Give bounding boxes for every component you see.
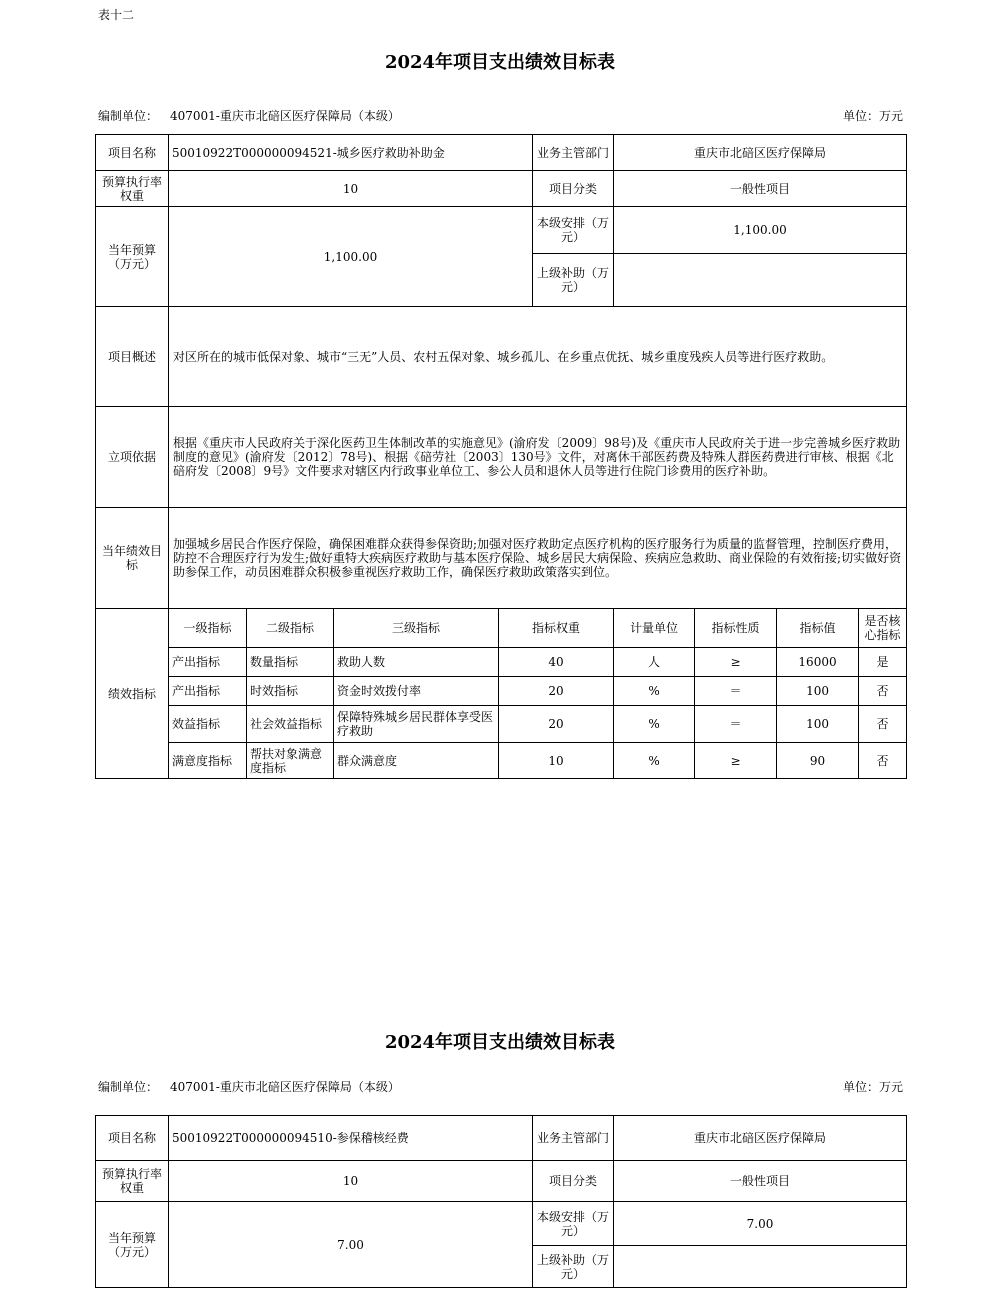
indicator-cell: % bbox=[614, 677, 695, 706]
row-budget-local bbox=[96, 1202, 907, 1246]
unit-value: 407001-重庆市北碚区医疗保障局（本级） bbox=[170, 109, 400, 123]
label-overview: 项目概述 bbox=[96, 307, 169, 407]
indicator-cell: 100 bbox=[777, 706, 859, 743]
row-basis bbox=[96, 407, 907, 508]
unit-label: 编制单位： bbox=[98, 109, 159, 123]
indicator-cell: 满意度指标 bbox=[169, 743, 247, 779]
label-category: 项目分类 bbox=[533, 1161, 614, 1202]
basis-text: 根据《重庆市人民政府关于深化医药卫生体制改革的实施意见》(渝府发〔2009〕98号)及《重庆市人民政府关于进一步完善城乡医疗救助制度的意见》(渝府发〔2012〕78号)、根据《碚劳社〔2003〕130号》文件，对离休干部医药费及特殊人群医药费进行审核、根据《北碚府发〔2008〕9号》文件要求对辖区内行政事业单位工、参公人员和退休人员等进行住院门诊费用的医疗补助。 bbox=[169, 407, 907, 508]
header-core: 是否核心指标 bbox=[859, 609, 907, 648]
indicator-cell: 16000 bbox=[777, 648, 859, 677]
header-unit: 计量单位 bbox=[614, 609, 695, 648]
dept-value: 重庆市北碚区医疗保障局 bbox=[614, 1116, 907, 1161]
indicator-cell: 10 bbox=[499, 743, 614, 779]
header-value: 指标值 bbox=[777, 609, 859, 648]
row-goal bbox=[96, 508, 907, 609]
header-weight: 指标权重 bbox=[499, 609, 614, 648]
indicator-cell: 效益指标 bbox=[169, 706, 247, 743]
row-weight bbox=[96, 1161, 907, 1202]
label-dept: 业务主管部门 bbox=[533, 1116, 614, 1161]
indicator-cell: 资金时效拨付率 bbox=[334, 677, 499, 706]
indicator-cell: ≥ bbox=[695, 648, 777, 677]
label-upper: 上级补助（万元） bbox=[533, 1246, 614, 1288]
indicator-cell: % bbox=[614, 743, 695, 779]
indicator-cell: ≥ bbox=[695, 743, 777, 779]
budget-value: 7.00 bbox=[169, 1202, 533, 1288]
indicator-cell: 时效指标 bbox=[247, 677, 334, 706]
currency-unit: 单位：万元 bbox=[842, 1080, 903, 1094]
local-value: 7.00 bbox=[614, 1202, 907, 1246]
indicator-cell: % bbox=[614, 706, 695, 743]
unit-value: 407001-重庆市北碚区医疗保障局（本级） bbox=[170, 1080, 400, 1094]
label-project-name: 项目名称 bbox=[96, 135, 169, 171]
indicator-cell: 20 bbox=[499, 677, 614, 706]
project-name-value: 50010922T000000094510-参保稽核经费 bbox=[169, 1116, 533, 1161]
header-level1: 一级指标 bbox=[169, 609, 247, 648]
indicator-cell: 人 bbox=[614, 648, 695, 677]
label-weight: 预算执行率权重 bbox=[96, 171, 169, 207]
table-row bbox=[96, 706, 907, 743]
header-nature: 指标性质 bbox=[695, 609, 777, 648]
indicator-cell: 20 bbox=[499, 706, 614, 743]
category-value: 一般性项目 bbox=[614, 1161, 907, 1202]
indicator-cell: 40 bbox=[499, 648, 614, 677]
indicator-cell: 数量指标 bbox=[247, 648, 334, 677]
label-upper: 上级补助（万元） bbox=[533, 254, 614, 307]
row-project-name bbox=[96, 1116, 907, 1161]
row-budget-local bbox=[96, 207, 907, 254]
indicator-cell: 救助人数 bbox=[334, 648, 499, 677]
weight-value: 10 bbox=[169, 1161, 533, 1202]
indicator-cell: 产出指标 bbox=[169, 677, 247, 706]
label-local: 本级安排（万元） bbox=[533, 1202, 614, 1246]
indicator-cell: 保障特殊城乡居民群体享受医疗救助 bbox=[334, 706, 499, 743]
label-category: 项目分类 bbox=[533, 171, 614, 207]
category-value: 一般性项目 bbox=[614, 171, 907, 207]
indicator-cell: 社会效益指标 bbox=[247, 706, 334, 743]
label-budget: 当年预算（万元） bbox=[96, 1202, 169, 1288]
performance-table bbox=[95, 134, 907, 779]
label-basis: 立项依据 bbox=[96, 407, 169, 508]
local-value: 1,100.00 bbox=[614, 207, 907, 254]
table-row bbox=[96, 743, 907, 779]
label-budget: 当年预算（万元） bbox=[96, 207, 169, 307]
indicator-header-row bbox=[96, 609, 907, 648]
row-project-name bbox=[96, 135, 907, 171]
overview-text: 对区所在的城市低保对象、城市“三无”人员、农村五保对象、城乡孤儿、在乡重点优抚、城乡重度残疾人员等进行医疗救助。 bbox=[169, 307, 907, 407]
table-row bbox=[96, 677, 907, 706]
indicator-cell: 100 bbox=[777, 677, 859, 706]
unit-label: 编制单位： bbox=[98, 1080, 159, 1094]
label-local: 本级安排（万元） bbox=[533, 207, 614, 254]
indicator-cell: 否 bbox=[859, 677, 907, 706]
page-title: 2024年项目支出绩效目标表 bbox=[384, 52, 616, 73]
weight-value: 10 bbox=[169, 171, 533, 207]
upper-value bbox=[614, 254, 907, 307]
label-indicators: 绩效指标 bbox=[96, 609, 169, 779]
page-title: 2024年项目支出绩效目标表 bbox=[384, 1032, 616, 1053]
table-row bbox=[96, 648, 907, 677]
indicator-cell: 是 bbox=[859, 648, 907, 677]
upper-value bbox=[614, 1246, 907, 1288]
label-goal: 当年绩效目标 bbox=[96, 508, 169, 609]
goal-text: 加强城乡居民合作医疗保险，确保困难群众获得参保资助;加强对医疗救助定点医疗机构的医疗服务行为质量的监督管理，控制医疗费用，防控不合理医疗行为发生;做好重特大疾病医疗救助与基本医疗保险、城乡居民大病保险、疾病应急救助、商业保险的有效衔接;切实做好资助参保工作，动员困难群众积极参重视医疗救助工作，确保医疗救助政策落实到位。 bbox=[169, 508, 907, 609]
indicator-cell: 产出指标 bbox=[169, 648, 247, 677]
dept-value: 重庆市北碚区医疗保障局 bbox=[614, 135, 907, 171]
indicator-cell: 群众满意度 bbox=[334, 743, 499, 779]
table-tag: 表十二 bbox=[98, 8, 135, 22]
header-level3: 三级指标 bbox=[334, 609, 499, 648]
row-overview bbox=[96, 307, 907, 407]
header-level2: 二级指标 bbox=[247, 609, 334, 648]
project-name-value: 50010922T000000094521-城乡医疗救助补助金 bbox=[169, 135, 533, 171]
indicator-cell: 否 bbox=[859, 706, 907, 743]
indicator-cell: ＝ bbox=[695, 677, 777, 706]
label-weight: 预算执行率权重 bbox=[96, 1161, 169, 1202]
currency-unit: 单位：万元 bbox=[842, 109, 903, 123]
indicator-cell: 否 bbox=[859, 743, 907, 779]
indicator-cell: 帮扶对象满意度指标 bbox=[247, 743, 334, 779]
budget-value: 1,100.00 bbox=[169, 207, 533, 307]
label-project-name: 项目名称 bbox=[96, 1116, 169, 1161]
label-dept: 业务主管部门 bbox=[533, 135, 614, 171]
indicator-cell: 90 bbox=[777, 743, 859, 779]
performance-table bbox=[95, 1115, 907, 1288]
row-weight bbox=[96, 171, 907, 207]
indicator-cell: ＝ bbox=[695, 706, 777, 743]
